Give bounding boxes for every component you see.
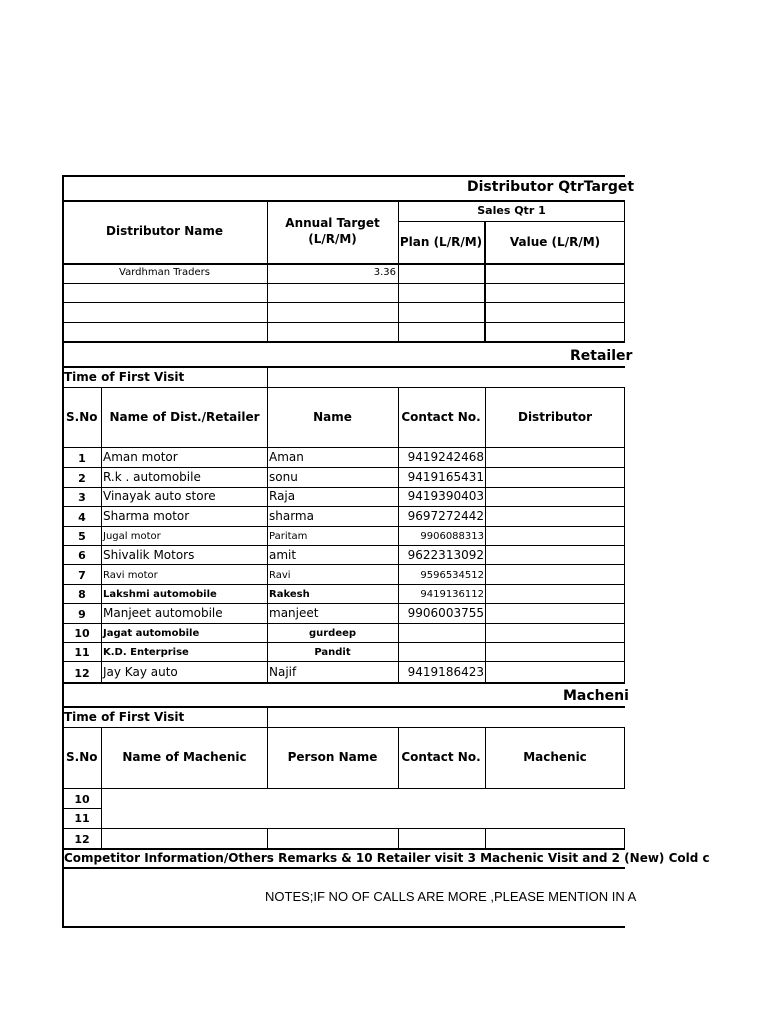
row-sno: 9: [78, 608, 86, 621]
grid-line: [62, 642, 625, 643]
row-contact: 9906088313: [420, 531, 484, 542]
row-retailer: Aman motor: [103, 450, 178, 464]
row-sno: 4: [78, 511, 86, 524]
row-person: sharma: [269, 509, 314, 523]
header-sales-qtr: Sales Qtr 1: [477, 204, 546, 217]
header-retailer-name: Name of Dist./Retailer: [109, 410, 260, 424]
grid-line: [62, 526, 625, 527]
machenic-header-machenic: Machenic: [523, 750, 587, 764]
row-person: Paritam: [269, 531, 308, 542]
row-contact: 9622313092: [407, 548, 484, 562]
row-retailer: Lakshmi automobile: [103, 589, 217, 600]
row-person: Najif: [269, 665, 297, 679]
header-contact: Contact No.: [401, 410, 481, 424]
grid-line: [62, 848, 625, 850]
row-sno: 10: [74, 627, 90, 640]
row-retailer: R.k . automobile: [103, 470, 201, 484]
row-person: sonu: [269, 470, 298, 484]
grid-line: [62, 447, 625, 448]
row-retailer: Ravi motor: [103, 570, 158, 581]
row-retailer: Jay Kay auto: [103, 665, 178, 679]
grid-line: [62, 788, 625, 789]
distributor-name-cell: Vardhman Traders: [119, 267, 210, 278]
competitor-info-label: Competitor Information/Others Remarks & 10 Retailer visit 3 Machenic Visit and 2 (New) Cold c: [64, 851, 710, 865]
machenic-header-name: Name of Machenic: [122, 750, 247, 764]
grid-line: [267, 727, 268, 789]
row-contact: 9697272442: [407, 509, 484, 523]
grid-line: [62, 302, 625, 303]
row-sno: 11: [74, 646, 90, 659]
header-person-name: Name: [313, 410, 352, 424]
machenic-header-contact: Contact No.: [401, 750, 481, 764]
grid-line: [485, 387, 486, 683]
grid-line: [62, 467, 625, 468]
row-person: Pandit: [314, 647, 351, 658]
row-contact: 9419186423: [407, 665, 484, 679]
grid-line: [62, 706, 625, 708]
machenic-row-sno: 10: [74, 793, 90, 806]
machenic-first-visit-label: Time of First Visit: [64, 710, 185, 724]
grid-line: [62, 661, 625, 662]
grid-line: [62, 387, 625, 388]
row-sno: 3: [78, 491, 86, 504]
row-retailer: K.D. Enterprise: [103, 647, 189, 658]
grid-line: [398, 828, 399, 849]
row-sno: 1: [78, 452, 86, 465]
grid-line: [624, 727, 625, 789]
machenic-header-sno: S.No: [66, 750, 98, 764]
row-sno: 6: [78, 549, 86, 562]
grid-line: [62, 263, 625, 265]
row-person: gurdeep: [308, 628, 357, 639]
row-contact: 9596534512: [420, 570, 484, 581]
row-contact: 9419242468: [407, 450, 484, 464]
machenic-section-title: Macheni: [563, 688, 629, 704]
annual-target-cell: 3.36: [373, 267, 396, 278]
grid-line: [398, 201, 399, 342]
grid-line: [267, 707, 268, 727]
grid-line: [62, 926, 625, 928]
row-person: Raja: [269, 489, 296, 503]
grid-line: [62, 487, 625, 488]
header-annual-target: Annual Target: [285, 216, 380, 230]
grid-line: [62, 808, 102, 809]
row-person: amit: [269, 548, 297, 562]
row-retailer: Sharma motor: [103, 509, 190, 523]
machenic-header-person: Person Name: [287, 750, 378, 764]
grid-line: [62, 200, 625, 202]
row-retailer: Vinayak auto store: [103, 489, 216, 503]
row-sno: 12: [74, 667, 90, 680]
grid-line: [62, 727, 625, 728]
header-plan: Plan (L/R/M): [399, 235, 483, 249]
machenic-row-sno: 12: [74, 833, 90, 846]
grid-line: [101, 387, 102, 683]
retailer-first-visit-label: Time of First Visit: [64, 370, 185, 384]
row-contact: 9419165431: [407, 470, 484, 484]
machenic-row-sno: 11: [74, 812, 90, 825]
row-person: Ravi: [269, 570, 291, 581]
row-retailer: Shivalik Motors: [103, 548, 195, 562]
row-sno: 2: [78, 472, 86, 485]
grid-line: [101, 727, 102, 849]
row-person: Aman: [269, 450, 304, 464]
row-contact: 9419136112: [420, 589, 484, 600]
header-annual-target-unit: (L/R/M): [308, 232, 357, 246]
grid-line: [62, 283, 625, 284]
grid-line: [62, 341, 625, 343]
grid-line: [62, 584, 625, 585]
distributor-section-title: Distributor QtrTarget: [467, 179, 635, 195]
grid-line: [62, 366, 625, 368]
row-person: Rakesh: [269, 589, 310, 600]
row-sno: 8: [78, 588, 86, 601]
header-distributor: Distributor: [517, 410, 592, 424]
grid-line: [62, 564, 625, 565]
row-contact: 9906003755: [407, 606, 484, 620]
grid-line: [485, 727, 486, 789]
grid-line: [398, 727, 399, 789]
grid-line: [62, 828, 625, 829]
row-person: manjeet: [269, 606, 319, 620]
row-sno: 7: [78, 569, 86, 582]
grid-line: [62, 623, 625, 624]
header-distributor-name: Distributor Name: [106, 224, 223, 238]
notes-text: NOTES;IF NO OF CALLS ARE MORE ,PLEASE MENTION IN A: [265, 889, 637, 904]
header-value: Value (L/R/M): [509, 235, 601, 249]
row-contact: 9419390403: [407, 489, 484, 503]
row-retailer: Manjeet automobile: [103, 606, 223, 620]
grid-line: [398, 221, 625, 222]
grid-line: [62, 682, 625, 684]
grid-line: [62, 322, 625, 323]
row-sno: 5: [78, 530, 86, 543]
grid-line: [62, 506, 625, 507]
grid-line: [267, 367, 268, 387]
grid-line: [62, 545, 625, 546]
grid-line: [624, 201, 625, 342]
row-retailer: Jagat automobile: [103, 628, 200, 639]
header-sno: S.No: [66, 410, 98, 424]
grid-line: [624, 828, 625, 849]
grid-line: [267, 828, 268, 849]
grid-line: [62, 867, 625, 869]
grid-line: [62, 603, 625, 604]
grid-line: [624, 387, 625, 683]
retailer-section-title: Retailer: [570, 348, 633, 364]
row-retailer: Jugal motor: [103, 531, 161, 542]
grid-line: [485, 828, 486, 849]
grid-line: [62, 175, 625, 177]
